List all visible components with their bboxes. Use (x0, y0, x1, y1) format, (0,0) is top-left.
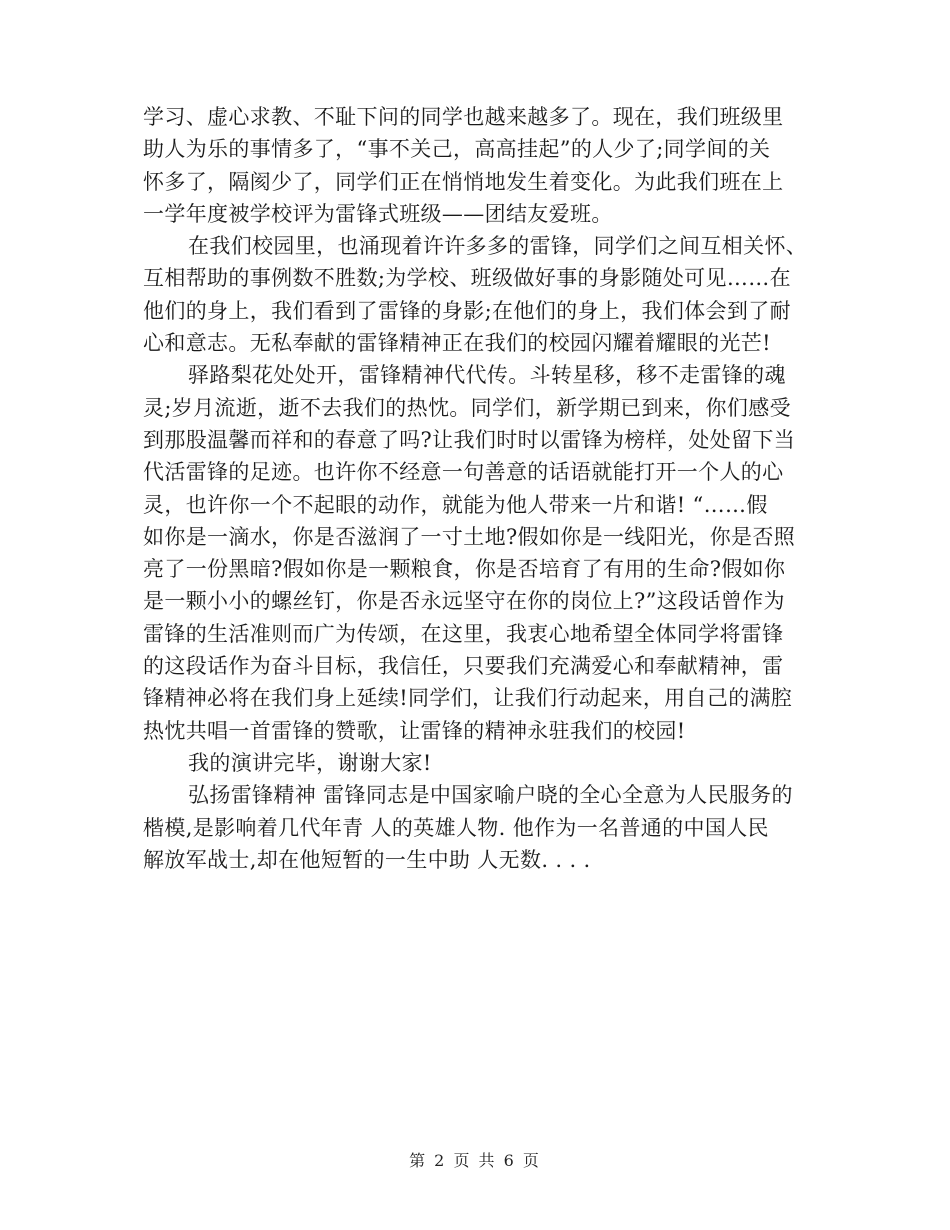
text-line: 学习、虚心求教、不耻下问的同学也越来越多了。现在，我们班级里 (143, 105, 784, 129)
text-line: 如你是一滴水，你是否滋润了一寸土地?假如你是一线阳光，你是否照 (143, 524, 796, 549)
text-line: 楷模,是影响着几代年青 人的英雄人物. 他作为一名普通的中国人民 (143, 815, 769, 840)
text-line: 到那股温馨而祥和的春意了吗?让我们时时以雷锋为榜样，处处留下当 (143, 427, 796, 452)
paragraph-first-line: 弘扬雷锋精神 雷锋同志是中国家喻户晓的全心全意为人民服务的 (188, 783, 793, 808)
text-line: 雷锋的生活准则而广为传颂，在这里，我衷心地希望全体同学将雷锋 (143, 621, 784, 646)
text-line: 灵;岁月流逝，逝不去我们的热忱。同学们，新学期已到来，你们感受 (143, 395, 791, 420)
text-line: 亮了一份黑暗?假如你是一颗粮食，你是否培育了有用的生命?假如你 (143, 557, 786, 582)
text-line: 助人为乐的事情多了，“事不关己，高高挂起”的人少了;同学间的关 (143, 137, 771, 162)
text-line: 心和意志。无私奉献的雷锋精神正在我们的校园闪耀着耀眼的光芒! (143, 331, 771, 356)
text-line: 怀多了，隔阂少了，同学们正在悄悄地发生着变化。为此我们班在上 (143, 169, 784, 194)
paragraph-first-line: 驿路梨花处处开，雷锋精神代代传。斗转星移，移不走雷锋的魂 (188, 363, 786, 388)
text-line: 一学年度被学校评为雷锋式班级——团结友爱班。 (143, 201, 613, 226)
text-line: 代活雷锋的足迹。也许你不经意一句善意的话语就能打开一个人的心 (143, 460, 784, 485)
page-number: 第 2 页 共 6 页 (409, 1151, 541, 1170)
text-line: 锋精神必将在我们身上延续!同学们，让我们行动起来，用自己的满腔 (143, 686, 793, 711)
text-line: 灵，也许你一个不起眼的动作，就能为他人带来一片和谐! “……假 (143, 492, 768, 517)
text-line: 互相帮助的事例数不胜数;为学校、班级做好事的身影随处可见……在 (143, 266, 791, 291)
document-body (143, 101, 808, 876)
text-line: 是一颗小小的螺丝钉，你是否永远坚守在你的岗位上?”这段话曾作为 (143, 589, 785, 614)
text-line: 热忱共唱一首雷锋的赞歌，让雷锋的精神永驻我们的校园! (143, 718, 686, 743)
closing-line: 我的演讲完毕，谢谢大家! (188, 750, 432, 775)
text-line: 他们的身上，我们看到了雷锋的身影;在他们的身上，我们体会到了耐 (143, 298, 791, 323)
paragraph-first-line: 在我们校园里，也涌现着许许多多的雷锋，同学们之间互相关怀、 (188, 234, 808, 259)
text-line: 的这段话作为奋斗目标，我信任，只要我们充满爱心和奉献精神，雷 (143, 654, 784, 679)
text-line: 解放军战士,却在他短暂的一生中助 人无数. . . . (143, 847, 591, 872)
